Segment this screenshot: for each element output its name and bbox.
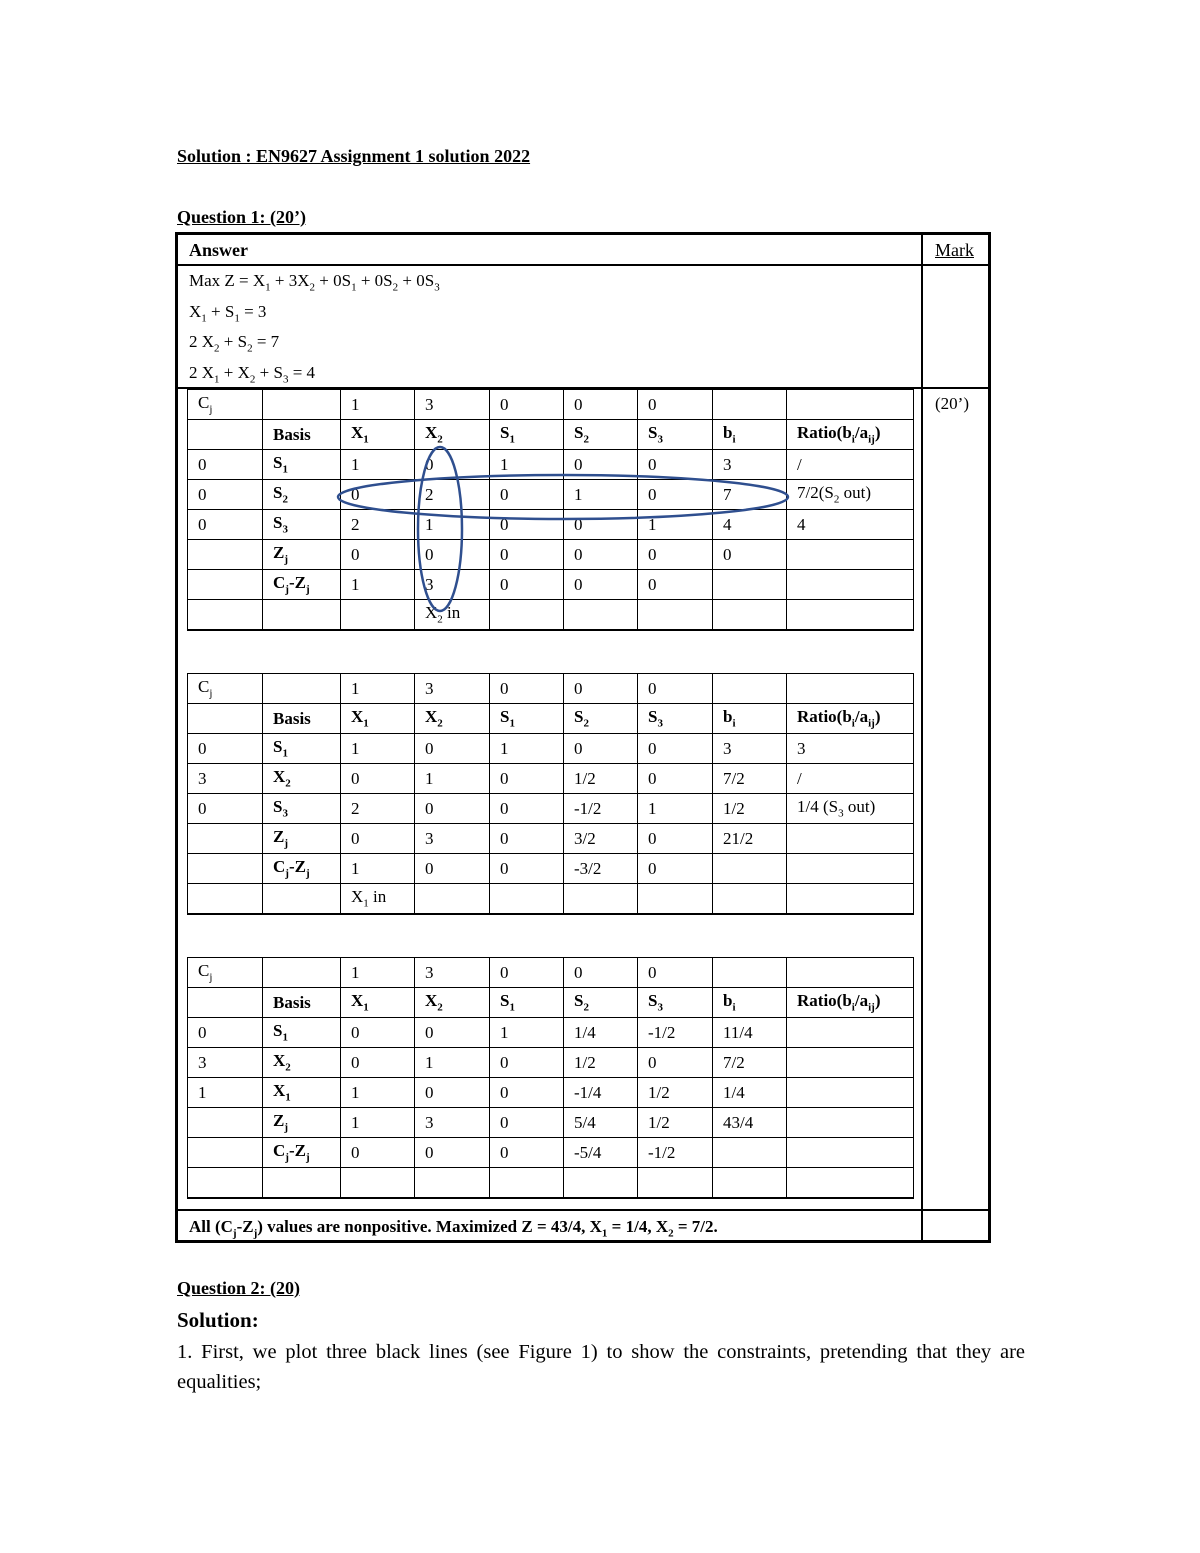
cell-ratio: / — [787, 764, 914, 794]
cell-ratio — [787, 674, 914, 704]
cell-s1: 0 — [490, 854, 564, 884]
constraint-2: 2 $X_2 + S_2 = 7$ — [189, 332, 280, 355]
cell-s2: $S_2$ — [564, 420, 638, 450]
cell-x1: 2 — [341, 794, 415, 824]
cell-s2 — [564, 1168, 638, 1199]
cell-s2: -1/2 — [564, 794, 638, 824]
cell-basis: $C_j-Z_j$ — [263, 854, 341, 884]
cell-s2: 0 — [564, 510, 638, 540]
cell-s3: $S_3$ — [638, 420, 713, 450]
cell-s3: 1 — [638, 794, 713, 824]
cell-s3: 0 — [638, 390, 713, 420]
cell-s3: 0 — [638, 1048, 713, 1078]
cell-basis: $Z_j$ — [263, 540, 341, 570]
cell-s3: 1/2 — [638, 1108, 713, 1138]
cell-bi — [713, 884, 787, 915]
cell-s1: 0 — [490, 1108, 564, 1138]
tableau-row — [188, 600, 914, 631]
cell-x1: 1 — [341, 450, 415, 480]
cell-x2: $X_2$ in — [415, 600, 490, 631]
cell-ratio — [787, 1108, 914, 1138]
cell-ratio — [787, 540, 914, 570]
cell-x2: 3 — [415, 1108, 490, 1138]
cell-x2: 3 — [415, 674, 490, 704]
cell-s2: 0 — [564, 674, 638, 704]
cell-ratio: $Ratio(b_i/a_{ij})$ — [787, 420, 914, 450]
cell-basis — [263, 390, 341, 420]
cell-s1: $S_1$ — [490, 420, 564, 450]
cell-ratio: 3 — [787, 734, 914, 764]
cell-cj — [188, 600, 263, 631]
cell-s1: 0 — [490, 824, 564, 854]
cell-s2: 0 — [564, 734, 638, 764]
cell-bi: 3 — [713, 450, 787, 480]
cell-ratio: / — [787, 450, 914, 480]
step-1-text: 1. First, we plot three black lines (see Figure 1) to show the constraints, pretending that they are equalities; — [177, 1341, 1025, 1393]
cell-basis: $Z_j$ — [263, 824, 341, 854]
cell-s2: 5/4 — [564, 1108, 638, 1138]
cell-ratio — [787, 1018, 914, 1048]
cell-cj: $C_j$ — [188, 958, 263, 988]
tableau-row — [188, 704, 914, 734]
cell-x1: 0 — [341, 1138, 415, 1168]
cell-x1: $X_1$ — [341, 420, 415, 450]
cell-x2: 1 — [415, 510, 490, 540]
cell-x2: 0 — [415, 1138, 490, 1168]
tableau-row — [188, 510, 914, 540]
cell-s3: $S_3$ — [638, 988, 713, 1018]
cell-ratio — [787, 958, 914, 988]
cell-s1: 0 — [490, 674, 564, 704]
cell-basis: Basis — [263, 420, 341, 450]
cell-basis: $S_1$ — [263, 450, 341, 480]
cell-x2 — [415, 1168, 490, 1199]
cell-s2: -5/4 — [564, 1138, 638, 1168]
cell-s3: 1 — [638, 510, 713, 540]
tableau-row — [188, 540, 914, 570]
cell-s2: 0 — [564, 390, 638, 420]
simplex-tableau-2 — [187, 673, 914, 915]
cell-x1: $X_1$ in — [341, 884, 415, 915]
constraint-3: 2 $X_1 + X_2 + S_3 = 4$ — [189, 363, 316, 386]
tableau-row — [188, 1108, 914, 1138]
cell-s3: 0 — [638, 734, 713, 764]
cell-cj: 0 — [188, 480, 263, 510]
tableau-row — [188, 794, 914, 824]
cell-basis: $X_2$ — [263, 1048, 341, 1078]
cell-x1: 0 — [341, 764, 415, 794]
cell-x1: 1 — [341, 734, 415, 764]
cell-cj: 0 — [188, 734, 263, 764]
cell-s3: 0 — [638, 958, 713, 988]
tableau-row — [188, 1138, 914, 1168]
cell-cj — [188, 540, 263, 570]
cell-s1: 1 — [490, 734, 564, 764]
tableau-row — [188, 988, 914, 1018]
cell-s3: 0 — [638, 570, 713, 600]
cell-cj: 3 — [188, 1048, 263, 1078]
cell-s1 — [490, 600, 564, 631]
cell-ratio — [787, 1078, 914, 1108]
cell-basis — [263, 1168, 341, 1199]
cell-x2: 3 — [415, 824, 490, 854]
cell-s3 — [638, 1168, 713, 1199]
cell-x1: 1 — [341, 854, 415, 884]
simplex-tableau-1 — [187, 389, 914, 631]
cell-x2: $X_2$ — [415, 988, 490, 1018]
conclusion-text: All $(C_j-Z_j)$ values are nonpositive. Maximized Z = 43/4, $X_1 = 1/4$, $X_2 = 7/2$. — [189, 1217, 718, 1240]
cell-cj: $C_j$ — [188, 674, 263, 704]
tableau-row — [188, 390, 914, 420]
cell-x1: 0 — [341, 1048, 415, 1078]
tableau-row — [188, 570, 914, 600]
tableau-row — [188, 1078, 914, 1108]
cell-x1: 1 — [341, 1078, 415, 1108]
cell-s2: 0 — [564, 540, 638, 570]
objective-function: Max $Z = X_1 + 3X_2 + 0S_1 + 0S_2 + 0S_3$ — [189, 271, 440, 294]
cell-ratio — [787, 570, 914, 600]
solution-label: Solution: — [177, 1308, 259, 1332]
cell-bi — [713, 674, 787, 704]
cell-cj: 3 — [188, 764, 263, 794]
cell-bi: 3 — [713, 734, 787, 764]
cell-s2: 0 — [564, 570, 638, 600]
tableau-row — [188, 674, 914, 704]
tableau-row — [188, 854, 914, 884]
cell-cj — [188, 824, 263, 854]
cell-basis — [263, 600, 341, 631]
cell-basis — [263, 884, 341, 915]
cell-x2: 2 — [415, 480, 490, 510]
cell-bi: 4 — [713, 510, 787, 540]
cell-bi — [713, 1168, 787, 1199]
document-title: Solution : EN9627 Assignment 1 solution 2022 — [177, 146, 531, 166]
cell-x1: 1 — [341, 674, 415, 704]
cell-s3 — [638, 884, 713, 915]
cell-ratio — [787, 390, 914, 420]
cell-ratio: 1/4 ($S_3$ out) — [787, 794, 914, 824]
cell-basis: $S_1$ — [263, 734, 341, 764]
cell-x1: 1 — [341, 390, 415, 420]
cell-s3: $S_3$ — [638, 704, 713, 734]
cell-bi: 7 — [713, 480, 787, 510]
cell-x2: 3 — [415, 570, 490, 600]
cell-x1 — [341, 1168, 415, 1199]
cell-cj — [188, 420, 263, 450]
cell-s1: 0 — [490, 540, 564, 570]
cell-bi — [713, 570, 787, 600]
cell-cj: 0 — [188, 794, 263, 824]
cell-x1: $X_1$ — [341, 704, 415, 734]
cell-cj: 0 — [188, 450, 263, 480]
cell-s1: 0 — [490, 1078, 564, 1108]
cell-x2: 0 — [415, 1078, 490, 1108]
mark-value: (20’) — [935, 394, 969, 413]
cell-x2: 0 — [415, 854, 490, 884]
cell-bi: 1/2 — [713, 794, 787, 824]
tableau-row — [188, 480, 914, 510]
cell-bi: 21/2 — [713, 824, 787, 854]
cell-s3: 1/2 — [638, 1078, 713, 1108]
cell-x2: 1 — [415, 764, 490, 794]
cell-cj: $C_j$ — [188, 390, 263, 420]
cell-s2: $S_2$ — [564, 704, 638, 734]
tableau-row — [188, 420, 914, 450]
cell-cj — [188, 1168, 263, 1199]
cell-bi: $b_i$ — [713, 704, 787, 734]
cell-basis: $S_1$ — [263, 1018, 341, 1048]
cell-bi: 0 — [713, 540, 787, 570]
cell-s2: 1/2 — [564, 1048, 638, 1078]
cell-x1: 0 — [341, 1018, 415, 1048]
cell-s2 — [564, 600, 638, 631]
cell-s3: 0 — [638, 674, 713, 704]
cell-bi: $b_i$ — [713, 420, 787, 450]
cell-s3 — [638, 600, 713, 631]
cell-bi: 1/4 — [713, 1078, 787, 1108]
cell-s1: 0 — [490, 390, 564, 420]
simplex-tableau-3 — [187, 957, 914, 1199]
cell-s1: 0 — [490, 1138, 564, 1168]
cell-ratio — [787, 1048, 914, 1078]
cell-x2: 0 — [415, 1018, 490, 1048]
cell-basis: Basis — [263, 704, 341, 734]
cell-s3: 0 — [638, 540, 713, 570]
cell-cj: 0 — [188, 510, 263, 540]
cell-x2 — [415, 884, 490, 915]
cell-s2: 1/4 — [564, 1018, 638, 1048]
cell-ratio — [787, 600, 914, 631]
cell-x2: 1 — [415, 1048, 490, 1078]
cell-s3: 0 — [638, 450, 713, 480]
tableau-row — [188, 824, 914, 854]
cell-basis: $S_3$ — [263, 510, 341, 540]
cell-ratio — [787, 1168, 914, 1199]
cell-cj — [188, 704, 263, 734]
cell-ratio — [787, 824, 914, 854]
cell-cj: 1 — [188, 1078, 263, 1108]
cell-s1: $S_1$ — [490, 988, 564, 1018]
cell-cj — [188, 884, 263, 915]
constraint-1: $X_1 + S_1 = 3$ — [189, 302, 267, 325]
cell-s2: 1 — [564, 480, 638, 510]
cell-x1: 2 — [341, 510, 415, 540]
cell-s1: 0 — [490, 1048, 564, 1078]
cell-basis: $C_j-Z_j$ — [263, 570, 341, 600]
cell-bi — [713, 958, 787, 988]
cell-x1 — [341, 600, 415, 631]
cell-s1: 1 — [490, 1018, 564, 1048]
cell-s2: 0 — [564, 958, 638, 988]
cell-x1: $X_1$ — [341, 988, 415, 1018]
cell-x1: 0 — [341, 540, 415, 570]
cell-basis — [263, 674, 341, 704]
cell-bi: 7/2 — [713, 764, 787, 794]
cell-s3: 0 — [638, 824, 713, 854]
cell-bi: $b_i$ — [713, 988, 787, 1018]
cell-basis: $Z_j$ — [263, 1108, 341, 1138]
cell-x1: 1 — [341, 958, 415, 988]
tableau-row — [188, 1018, 914, 1048]
tableau-row — [188, 1048, 914, 1078]
cell-x2: 0 — [415, 794, 490, 824]
cell-s1: 0 — [490, 510, 564, 540]
cell-bi — [713, 854, 787, 884]
cell-bi — [713, 1138, 787, 1168]
cell-ratio: $Ratio(b_i/a_{ij})$ — [787, 988, 914, 1018]
tableau-row — [188, 1168, 914, 1199]
cell-bi: 43/4 — [713, 1108, 787, 1138]
cell-s3: 0 — [638, 854, 713, 884]
cell-ratio: 4 — [787, 510, 914, 540]
cell-bi: 11/4 — [713, 1018, 787, 1048]
cell-s2: -1/4 — [564, 1078, 638, 1108]
tableau-row — [188, 884, 914, 915]
cell-s1 — [490, 884, 564, 915]
cell-basis: $C_j-Z_j$ — [263, 1138, 341, 1168]
cell-ratio: $Ratio(b_i/a_{ij})$ — [787, 704, 914, 734]
cell-cj — [188, 1138, 263, 1168]
tableau-row — [188, 450, 914, 480]
cell-basis: $X_1$ — [263, 1078, 341, 1108]
cell-s2: 3/2 — [564, 824, 638, 854]
cell-s2 — [564, 884, 638, 915]
cell-x2: 0 — [415, 540, 490, 570]
cell-x2: 0 — [415, 450, 490, 480]
cell-s1: 0 — [490, 958, 564, 988]
cell-s1 — [490, 1168, 564, 1199]
cell-s3: -1/2 — [638, 1018, 713, 1048]
cell-cj: 0 — [188, 1018, 263, 1048]
cell-s1: 0 — [490, 480, 564, 510]
cell-basis: $S_2$ — [263, 480, 341, 510]
cell-cj — [188, 1108, 263, 1138]
cell-cj — [188, 570, 263, 600]
cell-s3: 0 — [638, 480, 713, 510]
cell-bi — [713, 600, 787, 631]
cell-basis: $S_3$ — [263, 794, 341, 824]
tableau-row — [188, 764, 914, 794]
cell-ratio — [787, 854, 914, 884]
cell-x2: $X_2$ — [415, 420, 490, 450]
cell-basis: Basis — [263, 988, 341, 1018]
cell-cj — [188, 854, 263, 884]
mark-column-header: Mark — [935, 240, 974, 260]
tableau-row — [188, 734, 914, 764]
question-1-heading: Question 1: (20’) — [177, 207, 306, 227]
tableau-row — [188, 958, 914, 988]
cell-x2: 0 — [415, 734, 490, 764]
cell-ratio — [787, 1138, 914, 1168]
cell-x2: 3 — [415, 958, 490, 988]
cell-basis — [263, 958, 341, 988]
cell-x2: $X_2$ — [415, 704, 490, 734]
cell-s1: $S_1$ — [490, 704, 564, 734]
cell-s3: -1/2 — [638, 1138, 713, 1168]
cell-s1: 0 — [490, 764, 564, 794]
cell-cj — [188, 988, 263, 1018]
cell-bi — [713, 390, 787, 420]
cell-s1: 0 — [490, 570, 564, 600]
cell-x1: 0 — [341, 824, 415, 854]
cell-ratio: $7/2(S_2$ out) — [787, 480, 914, 510]
cell-x2: 3 — [415, 390, 490, 420]
cell-s1: 0 — [490, 794, 564, 824]
cell-x1: 1 — [341, 570, 415, 600]
question-2-heading: Question 2: (20) — [177, 1278, 300, 1298]
cell-s2: 0 — [564, 450, 638, 480]
answer-column-header: Answer — [189, 240, 248, 260]
cell-x1: 1 — [341, 1108, 415, 1138]
cell-basis: $X_2$ — [263, 764, 341, 794]
cell-x1: 0 — [341, 480, 415, 510]
cell-s3: 0 — [638, 764, 713, 794]
cell-s2: $S_2$ — [564, 988, 638, 1018]
cell-s1: 1 — [490, 450, 564, 480]
cell-s2: -3/2 — [564, 854, 638, 884]
cell-s2: 1/2 — [564, 764, 638, 794]
cell-bi: 7/2 — [713, 1048, 787, 1078]
cell-ratio — [787, 884, 914, 915]
